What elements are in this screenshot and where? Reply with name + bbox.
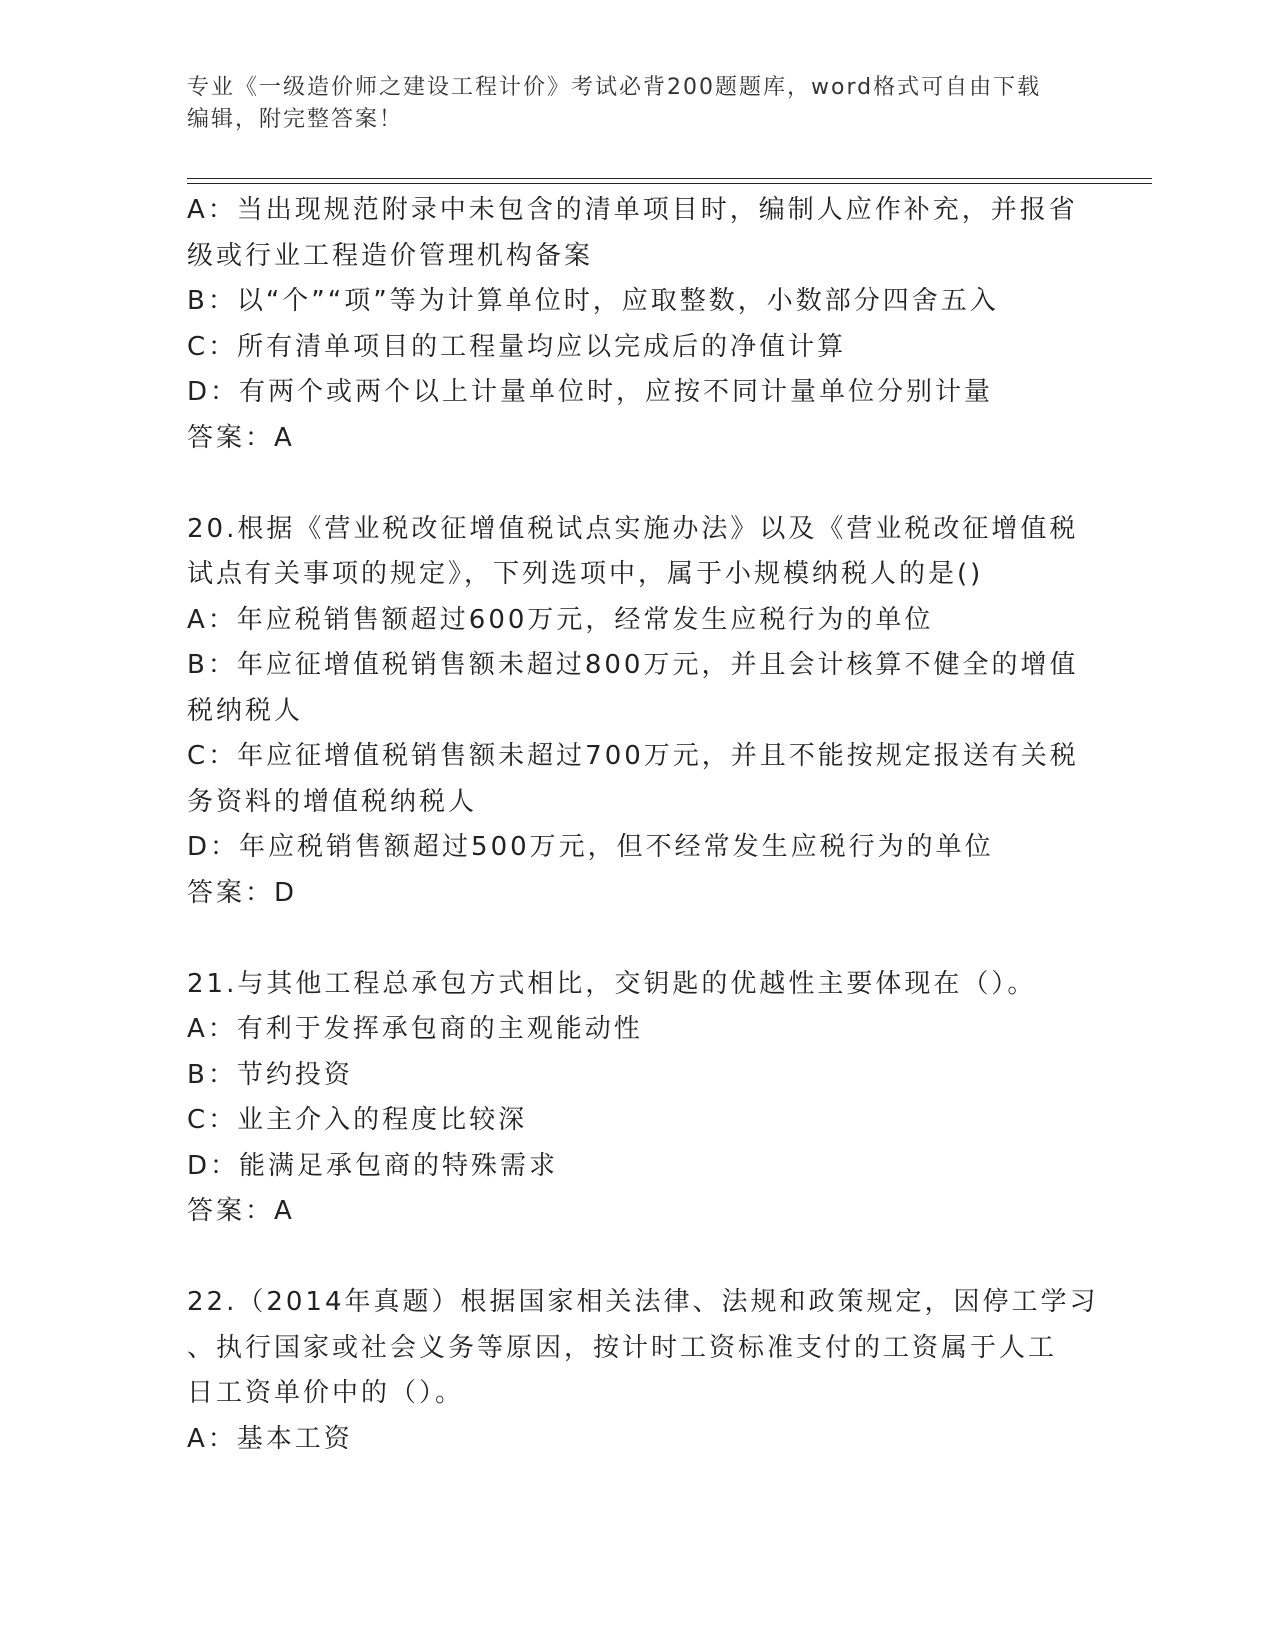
question-21 <box>187 962 1087 1235</box>
page-header <box>187 72 1087 136</box>
option-d: D：有两个或两个以上计量单位时，应按不同计量单位分别计量 <box>187 377 994 407</box>
answer: 答案：A <box>187 422 295 453</box>
option-a: A：基本工资 <box>187 1423 353 1454</box>
question-stem: 21.与其他工程总承包方式相比，交钥匙的优越性主要体现在（）。 <box>187 968 1037 999</box>
question-22 <box>187 1280 1099 1462</box>
option-c-line-2: 务资料的增值税纳税人 <box>187 786 478 817</box>
question-20 <box>187 507 1087 917</box>
answer: 答案：A <box>187 1196 295 1226</box>
option-b: B：节约投资 <box>187 1059 353 1090</box>
option-a: A：有利于发挥承包商的主观能动性 <box>187 1014 643 1044</box>
option-b-line-1: B：年应征增值税销售额未超过800万元，并且会计核算不健全的增值 <box>187 650 1079 680</box>
question-list <box>187 188 1099 1462</box>
option-c: C：业主介入的程度比较深 <box>187 1105 528 1135</box>
question-19 <box>187 188 1087 461</box>
spacer <box>187 1235 1087 1281</box>
option-b: B：以“个”“项”等为计算单位时，应取整数，小数部分四舍五入 <box>187 286 999 316</box>
option-a-line-1: A：当出现规范附录中未包含的清单项目时，编制人应作补充，并报省 <box>187 195 1078 225</box>
answer: 答案：D <box>187 877 298 908</box>
header-divider-top <box>187 178 1152 179</box>
option-c: C：所有清单项目的工程量均应以完成后的净值计算 <box>187 331 847 362</box>
option-a: A：年应税销售额超过600万元，经常发生应税行为的单位 <box>187 604 934 635</box>
header-divider-bottom <box>187 183 1152 184</box>
spacer <box>187 461 1087 507</box>
header-line-2: 编辑，附完整答案！ <box>187 107 404 132</box>
option-c-line-1: C：年应征增值税销售额未超过700万元，并且不能按规定报送有关税 <box>187 741 1079 771</box>
option-b-line-2: 税纳税人 <box>187 695 304 726</box>
spacer <box>187 916 1087 962</box>
question-stem-line-1: 22.（2014年真题）根据国家相关法律、法规和政策规定，因停工学习 <box>187 1287 1099 1317</box>
option-d: D：能满足承包商的特殊需求 <box>187 1150 559 1181</box>
question-stem-line-2: 试点有关事项的规定》，下列选项中，属于小规模纳税人的是() <box>187 559 984 589</box>
option-a-line-2: 级或行业工程造价管理机构备案 <box>187 240 594 271</box>
header-line-1: 专业《一级造价师之建设工程计价》考试必背200题题库，word格式可自由下载 <box>187 75 1042 100</box>
option-d: D：年应税销售额超过500万元，但不经常发生应税行为的单位 <box>187 832 994 862</box>
question-stem-line-1: 20.根据《营业税改征增值税试点实施办法》以及《营业税改征增值税 <box>187 513 1079 544</box>
question-stem-line-2: 、执行国家或社会义务等原因，按计时工资标准支付的工资属于人工 <box>187 1332 1058 1363</box>
question-stem-line-3: 日工资单价中的（）。 <box>187 1378 465 1408</box>
